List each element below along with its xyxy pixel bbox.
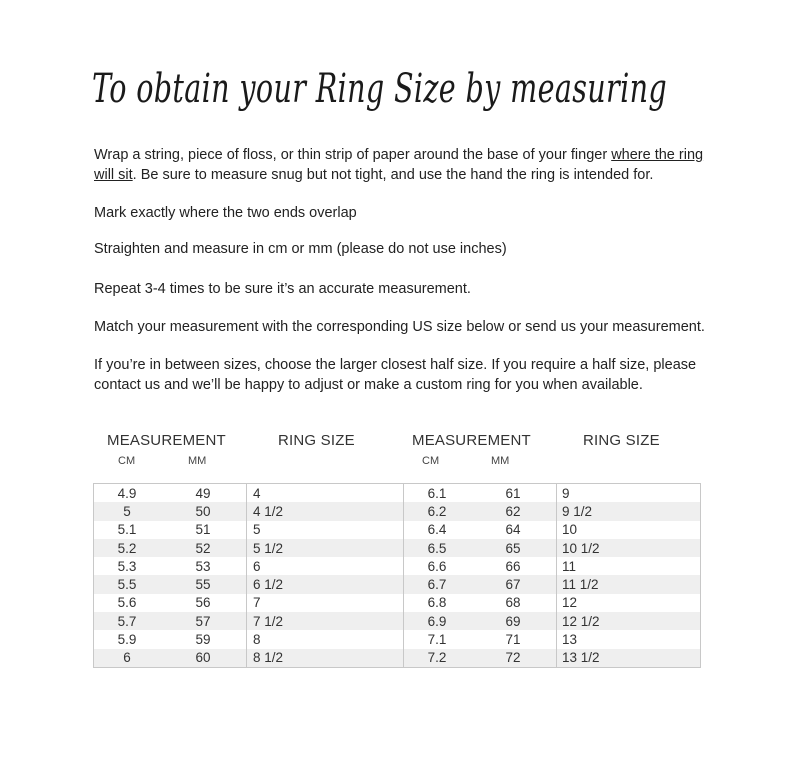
cell-mm: 53 <box>160 557 247 575</box>
cell-ring-size: 10 1/2 <box>557 539 701 557</box>
cell-cm: 5.1 <box>94 521 161 539</box>
cell-ring-size: 13 <box>557 630 701 648</box>
cell-cm: 6.9 <box>404 612 471 630</box>
cell-cm: 6.6 <box>404 557 471 575</box>
instruction-match-measurement: Match your measurement with the corresponding US size below or send us your measurement. <box>94 319 705 335</box>
cell-ring-size: 6 <box>247 557 404 575</box>
table-row <box>94 502 701 520</box>
cell-cm: 4.9 <box>94 484 161 503</box>
header-measurement-left: MEASUREMENT <box>107 432 226 449</box>
cell-cm: 6.8 <box>404 594 471 612</box>
cell-cm: 6.1 <box>404 484 471 503</box>
cell-ring-size: 8 <box>247 630 404 648</box>
table-row <box>94 649 701 668</box>
cell-ring-size: 5 1/2 <box>247 539 404 557</box>
cell-cm: 5 <box>94 502 161 520</box>
instruction-between-sizes: If you’re in between sizes, choose the larger closest half size. If you require a half size, please contact us and we’ll be happy to adjust or make a custom ring for you when available. <box>94 357 697 393</box>
table-row <box>94 575 701 593</box>
cell-cm: 6.2 <box>404 502 471 520</box>
instruction-repeat: Repeat 3-4 times to be sure it’s an accurate measurement. <box>94 281 471 297</box>
cell-ring-size: 11 1/2 <box>557 575 701 593</box>
cell-mm: 60 <box>160 649 247 668</box>
cell-cm: 7.1 <box>404 630 471 648</box>
subheader-mm-right: MM <box>491 455 510 467</box>
cell-mm: 72 <box>470 649 557 668</box>
cell-ring-size: 12 <box>557 594 701 612</box>
cell-mm: 65 <box>470 539 557 557</box>
cell-ring-size: 9 1/2 <box>557 502 701 520</box>
instruction-straighten-measure: Straighten and measure in cm or mm (please do not use inches) <box>94 241 507 257</box>
page-title-svg <box>92 56 692 130</box>
cell-mm: 64 <box>470 521 557 539</box>
cell-mm: 55 <box>160 575 247 593</box>
cell-mm: 50 <box>160 502 247 520</box>
cell-cm: 5.9 <box>94 630 161 648</box>
page-title <box>92 56 692 130</box>
cell-cm: 5.3 <box>94 557 161 575</box>
table-row <box>94 521 701 539</box>
table-row <box>94 594 701 612</box>
cell-cm: 5.7 <box>94 612 161 630</box>
cell-mm: 61 <box>470 484 557 503</box>
cell-mm: 69 <box>470 612 557 630</box>
subheader-cm-right: CM <box>422 455 440 467</box>
cell-ring-size: 6 1/2 <box>247 575 404 593</box>
table-row <box>94 630 701 648</box>
page-title-text: To obtain your Ring Size by measuring <box>92 66 667 112</box>
cell-ring-size: 11 <box>557 557 701 575</box>
cell-cm: 6 <box>94 649 161 668</box>
cell-mm: 62 <box>470 502 557 520</box>
subheader-cm-left: CM <box>118 455 136 467</box>
cell-cm: 7.2 <box>404 649 471 668</box>
cell-mm: 66 <box>470 557 557 575</box>
cell-mm: 52 <box>160 539 247 557</box>
cell-mm: 56 <box>160 594 247 612</box>
cell-mm: 68 <box>470 594 557 612</box>
subheader-mm-left: MM <box>188 455 207 467</box>
table-row <box>94 557 701 575</box>
cell-ring-size: 10 <box>557 521 701 539</box>
cell-mm: 49 <box>160 484 247 503</box>
table-row <box>94 484 701 503</box>
cell-ring-size: 12 1/2 <box>557 612 701 630</box>
cell-ring-size: 4 <box>247 484 404 503</box>
instruction-wrap-text-start: Wrap a string, piece of floss, or thin strip of paper around the base of your finger <box>94 147 612 163</box>
table-row <box>94 539 701 557</box>
instruction-mark-overlap: Mark exactly where the two ends overlap <box>94 205 357 221</box>
cell-ring-size: 4 1/2 <box>247 502 404 520</box>
cell-cm: 6.4 <box>404 521 471 539</box>
instruction-underlined-phrase: where the ring will sit <box>94 147 704 183</box>
cell-ring-size: 7 1/2 <box>247 612 404 630</box>
cell-cm: 6.5 <box>404 539 471 557</box>
cell-ring-size: 13 1/2 <box>557 649 701 668</box>
cell-ring-size: 7 <box>247 594 404 612</box>
cell-ring-size: 5 <box>247 521 404 539</box>
ring-size-table <box>93 483 701 668</box>
cell-ring-size: 9 <box>557 484 701 503</box>
cell-ring-size: 8 1/2 <box>247 649 404 668</box>
cell-mm: 51 <box>160 521 247 539</box>
header-measurement-right: MEASUREMENT <box>412 432 531 449</box>
cell-cm: 5.2 <box>94 539 161 557</box>
header-ring-size-right: RING SIZE <box>583 432 660 449</box>
header-ring-size-left: RING SIZE <box>278 432 355 449</box>
instruction-wrap-text-end: . Be sure to measure snug but not tight, and use the hand the ring is intended for. <box>132 166 654 183</box>
cell-mm: 71 <box>470 630 557 648</box>
cell-mm: 59 <box>160 630 247 648</box>
instruction-wrap-string <box>94 146 714 185</box>
cell-cm: 5.5 <box>94 575 161 593</box>
cell-cm: 5.6 <box>94 594 161 612</box>
table-row <box>94 612 701 630</box>
cell-mm: 67 <box>470 575 557 593</box>
cell-cm: 6.7 <box>404 575 471 593</box>
cell-mm: 57 <box>160 612 247 630</box>
